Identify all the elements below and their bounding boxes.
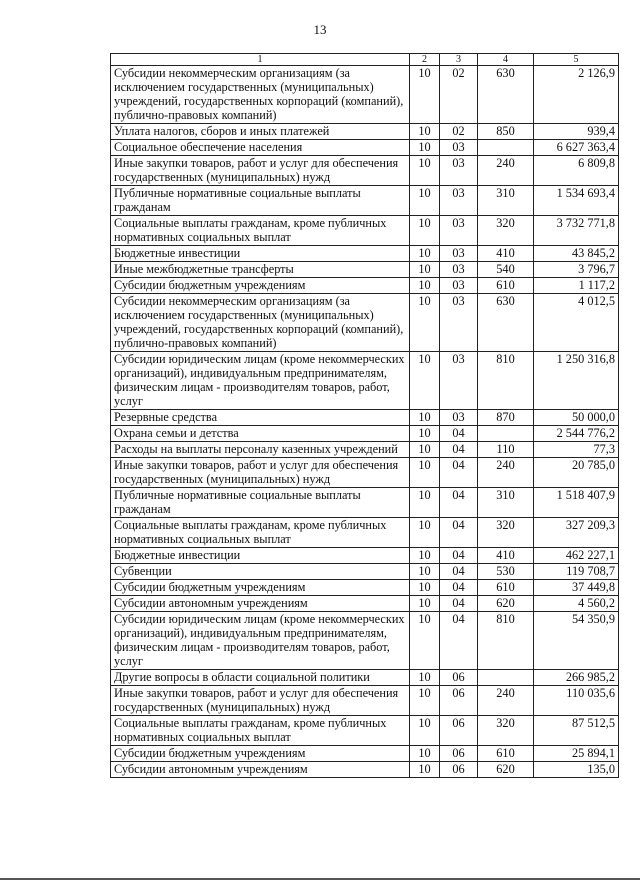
subsection-code-cell: 04 — [440, 442, 478, 458]
row-name-cell: Расходы на выплаты персоналу казенных учреждений — [111, 442, 410, 458]
table-row — [111, 716, 619, 746]
subsection-code-cell: 04 — [440, 488, 478, 518]
section-code-cell: 10 — [410, 746, 440, 762]
expense-type-cell: 630 — [478, 294, 534, 352]
row-name-cell: Охрана семьи и детства — [111, 426, 410, 442]
column-header: 4 — [478, 54, 534, 66]
amount-cell: 939,4 — [534, 124, 619, 140]
subsection-code-cell: 04 — [440, 548, 478, 564]
expense-type-cell: 320 — [478, 216, 534, 246]
section-code-cell: 10 — [410, 564, 440, 580]
section-code-cell: 10 — [410, 670, 440, 686]
section-code-cell: 10 — [410, 352, 440, 410]
subsection-code-cell: 06 — [440, 746, 478, 762]
expense-type-cell: 410 — [478, 548, 534, 564]
amount-cell: 1 250 316,8 — [534, 352, 619, 410]
section-code-cell: 10 — [410, 262, 440, 278]
row-name-cell: Субсидии некоммерческим организациям (за исключением государственных (муниципальных) учреждений, государственных корпораций (компаний), публично-правовых компаний) — [111, 66, 410, 124]
subsection-code-cell: 04 — [440, 458, 478, 488]
subsection-code-cell: 03 — [440, 216, 478, 246]
row-name-cell: Субсидии юридическим лицам (кроме некоммерческих организаций), индивидуальным предпринимателям, физическим лицам - производителям товаров, работ, услуг — [111, 612, 410, 670]
table-row — [111, 518, 619, 548]
expense-type-cell: 620 — [478, 596, 534, 612]
subsection-code-cell: 06 — [440, 716, 478, 746]
table-row — [111, 66, 619, 124]
expense-type-cell: 310 — [478, 488, 534, 518]
subsection-code-cell: 04 — [440, 596, 478, 612]
amount-cell: 2 544 776,2 — [534, 426, 619, 442]
section-code-cell: 10 — [410, 596, 440, 612]
amount-cell: 54 350,9 — [534, 612, 619, 670]
table-row — [111, 294, 619, 352]
section-code-cell: 10 — [410, 580, 440, 596]
expense-type-cell: 630 — [478, 66, 534, 124]
section-code-cell: 10 — [410, 410, 440, 426]
expense-type-cell — [478, 426, 534, 442]
table-row — [111, 670, 619, 686]
section-code-cell: 10 — [410, 488, 440, 518]
subsection-code-cell: 04 — [440, 580, 478, 596]
row-name-cell: Социальные выплаты гражданам, кроме публичных нормативных социальных выплат — [111, 716, 410, 746]
expense-type-cell: 870 — [478, 410, 534, 426]
amount-cell: 2 126,9 — [534, 66, 619, 124]
expense-type-cell: 810 — [478, 612, 534, 670]
expense-type-cell: 110 — [478, 442, 534, 458]
expense-type-cell: 810 — [478, 352, 534, 410]
table-row — [111, 596, 619, 612]
expense-type-cell: 540 — [478, 262, 534, 278]
section-code-cell: 10 — [410, 686, 440, 716]
section-code-cell: 10 — [410, 66, 440, 124]
amount-cell: 37 449,8 — [534, 580, 619, 596]
section-code-cell: 10 — [410, 426, 440, 442]
row-name-cell: Иные закупки товаров, работ и услуг для обеспечения государственных (муниципальных) нужд — [111, 156, 410, 186]
table-row — [111, 762, 619, 778]
row-name-cell: Субсидии бюджетным учреждениям — [111, 746, 410, 762]
row-name-cell: Публичные нормативные социальные выплаты гражданам — [111, 488, 410, 518]
expense-type-cell — [478, 670, 534, 686]
amount-cell: 4 560,2 — [534, 596, 619, 612]
bottom-rule — [0, 878, 640, 880]
amount-cell: 87 512,5 — [534, 716, 619, 746]
subsection-code-cell: 04 — [440, 612, 478, 670]
table-row — [111, 216, 619, 246]
table-row — [111, 746, 619, 762]
expense-type-cell: 240 — [478, 156, 534, 186]
table-row — [111, 426, 619, 442]
column-header: 5 — [534, 54, 619, 66]
amount-cell: 50 000,0 — [534, 410, 619, 426]
table-row — [111, 278, 619, 294]
section-code-cell: 10 — [410, 458, 440, 488]
section-code-cell: 10 — [410, 518, 440, 548]
row-name-cell: Субсидии автономным учреждениям — [111, 762, 410, 778]
table-row — [111, 458, 619, 488]
expense-type-cell: 410 — [478, 246, 534, 262]
section-code-cell: 10 — [410, 716, 440, 746]
amount-cell: 6 627 363,4 — [534, 140, 619, 156]
amount-cell: 135,0 — [534, 762, 619, 778]
row-name-cell: Субсидии автономным учреждениям — [111, 596, 410, 612]
column-header: 3 — [440, 54, 478, 66]
row-name-cell: Резервные средства — [111, 410, 410, 426]
amount-cell: 327 209,3 — [534, 518, 619, 548]
row-name-cell: Социальное обеспечение населения — [111, 140, 410, 156]
table-row — [111, 488, 619, 518]
subsection-code-cell: 03 — [440, 156, 478, 186]
section-code-cell: 10 — [410, 548, 440, 564]
table-row — [111, 612, 619, 670]
subsection-code-cell: 02 — [440, 66, 478, 124]
table-row — [111, 548, 619, 564]
subsection-code-cell: 03 — [440, 278, 478, 294]
subsection-code-cell: 06 — [440, 686, 478, 716]
table-row — [111, 186, 619, 216]
table-row — [111, 564, 619, 580]
amount-cell: 43 845,2 — [534, 246, 619, 262]
section-code-cell: 10 — [410, 124, 440, 140]
expense-type-cell: 610 — [478, 746, 534, 762]
amount-cell: 119 708,7 — [534, 564, 619, 580]
amount-cell: 3 732 771,8 — [534, 216, 619, 246]
row-name-cell: Субсидии бюджетным учреждениям — [111, 278, 410, 294]
row-name-cell: Иные закупки товаров, работ и услуг для обеспечения государственных (муниципальных) нужд — [111, 458, 410, 488]
expense-type-cell — [478, 140, 534, 156]
row-name-cell: Иные закупки товаров, работ и услуг для обеспечения государственных (муниципальных) нужд — [111, 686, 410, 716]
row-name-cell: Иные межбюджетные трансферты — [111, 262, 410, 278]
header-row — [111, 54, 619, 66]
subsection-code-cell: 04 — [440, 426, 478, 442]
amount-cell: 1 117,2 — [534, 278, 619, 294]
section-code-cell: 10 — [410, 278, 440, 294]
expense-type-cell: 310 — [478, 186, 534, 216]
expense-type-cell: 320 — [478, 716, 534, 746]
section-code-cell: 10 — [410, 216, 440, 246]
section-code-cell: 10 — [410, 612, 440, 670]
table-row — [111, 580, 619, 596]
column-header: 1 — [111, 54, 410, 66]
subsection-code-cell: 03 — [440, 246, 478, 262]
row-name-cell: Бюджетные инвестиции — [111, 548, 410, 564]
expense-type-cell: 240 — [478, 686, 534, 716]
subsection-code-cell: 06 — [440, 762, 478, 778]
subsection-code-cell: 03 — [440, 262, 478, 278]
table-row — [111, 140, 619, 156]
section-code-cell: 10 — [410, 762, 440, 778]
section-code-cell: 10 — [410, 246, 440, 262]
page-number: 13 — [313, 22, 327, 37]
row-name-cell: Субвенции — [111, 564, 410, 580]
table-row — [111, 156, 619, 186]
table-row — [111, 686, 619, 716]
table-row — [111, 352, 619, 410]
section-code-cell: 10 — [410, 294, 440, 352]
expense-type-cell: 240 — [478, 458, 534, 488]
section-code-cell: 10 — [410, 156, 440, 186]
amount-cell: 266 985,2 — [534, 670, 619, 686]
expense-type-cell: 610 — [478, 278, 534, 294]
section-code-cell: 10 — [410, 140, 440, 156]
expense-type-cell: 620 — [478, 762, 534, 778]
row-name-cell: Бюджетные инвестиции — [111, 246, 410, 262]
row-name-cell: Субсидии некоммерческим организациям (за исключением государственных (муниципальных) учреждений, государственных корпораций (компаний), публично-правовых компаний) — [111, 294, 410, 352]
table-row — [111, 124, 619, 140]
subsection-code-cell: 03 — [440, 186, 478, 216]
table-row — [111, 262, 619, 278]
expense-type-cell: 530 — [478, 564, 534, 580]
row-name-cell: Другие вопросы в области социальной политики — [111, 670, 410, 686]
budget-table — [110, 53, 619, 778]
row-name-cell: Социальные выплаты гражданам, кроме публичных нормативных социальных выплат — [111, 518, 410, 548]
expense-type-cell: 320 — [478, 518, 534, 548]
row-name-cell: Публичные нормативные социальные выплаты гражданам — [111, 186, 410, 216]
subsection-code-cell: 03 — [440, 294, 478, 352]
row-name-cell: Социальные выплаты гражданам, кроме публичных нормативных социальных выплат — [111, 216, 410, 246]
table-row — [111, 246, 619, 262]
amount-cell: 4 012,5 — [534, 294, 619, 352]
row-name-cell: Субсидии юридическим лицам (кроме некоммерческих организаций), индивидуальным предпринимателям, физическим лицам - производителям товаров, работ, услуг — [111, 352, 410, 410]
subsection-code-cell: 03 — [440, 352, 478, 410]
expense-type-cell: 850 — [478, 124, 534, 140]
amount-cell: 25 894,1 — [534, 746, 619, 762]
subsection-code-cell: 06 — [440, 670, 478, 686]
amount-cell: 3 796,7 — [534, 262, 619, 278]
subsection-code-cell: 02 — [440, 124, 478, 140]
amount-cell: 20 785,0 — [534, 458, 619, 488]
expense-type-cell: 610 — [478, 580, 534, 596]
amount-cell: 6 809,8 — [534, 156, 619, 186]
amount-cell: 462 227,1 — [534, 548, 619, 564]
amount-cell: 1 518 407,9 — [534, 488, 619, 518]
table-row — [111, 410, 619, 426]
subsection-code-cell: 04 — [440, 518, 478, 548]
table-row — [111, 442, 619, 458]
subsection-code-cell: 03 — [440, 140, 478, 156]
amount-cell: 1 534 693,4 — [534, 186, 619, 216]
section-code-cell: 10 — [410, 186, 440, 216]
row-name-cell: Уплата налогов, сборов и иных платежей — [111, 124, 410, 140]
table-body — [111, 66, 619, 778]
amount-cell: 110 035,6 — [534, 686, 619, 716]
subsection-code-cell: 03 — [440, 410, 478, 426]
amount-cell: 77,3 — [534, 442, 619, 458]
subsection-code-cell: 04 — [440, 564, 478, 580]
column-header: 2 — [410, 54, 440, 66]
section-code-cell: 10 — [410, 442, 440, 458]
row-name-cell: Субсидии бюджетным учреждениям — [111, 580, 410, 596]
